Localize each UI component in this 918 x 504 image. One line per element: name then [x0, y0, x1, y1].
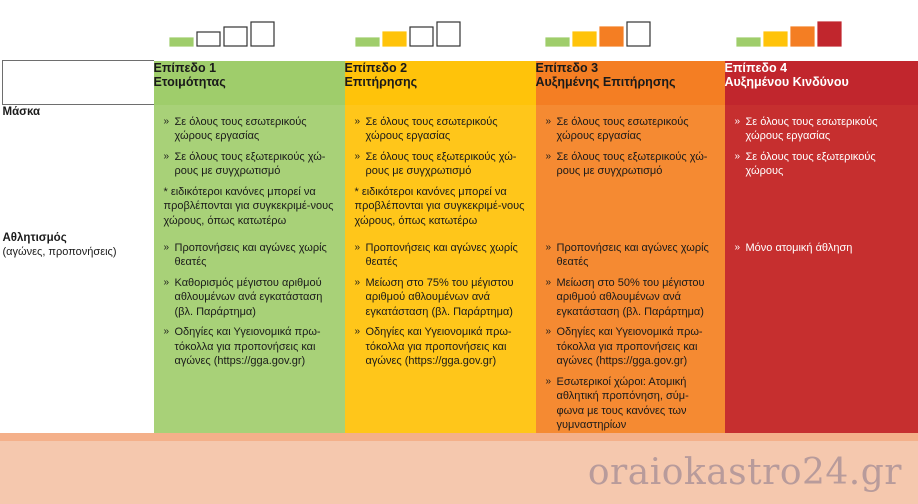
level-3-name: Αυξημένης Επιτήρησης	[535, 74, 676, 89]
list-item-text: Σε όλους τους εξωτερικούς χώρους	[745, 150, 876, 177]
bullet-icon: »	[734, 150, 741, 162]
list-item-text: Σε όλους τους εσωτερικούς χώρους εργασίας	[174, 115, 307, 142]
bullet-icon: »	[163, 150, 170, 162]
list-item	[355, 276, 526, 320]
level-bar	[737, 38, 760, 46]
list-item-text: Οδηγίες και Υγειονομικά πρω-τόκολλα για προπονήσεις και αγώνες (https://gga.gov.gr)	[174, 326, 321, 367]
bullet-icon: »	[354, 115, 361, 127]
bullet-icon: »	[354, 276, 361, 288]
list-item	[735, 115, 909, 144]
level-1-name: Ετοιμότητας	[153, 74, 226, 89]
level-1-bars-icon	[168, 20, 278, 48]
list-item-text: Μείωση στο 50% του μέγιστου αριθμού αθλουμένων ανά εγκατάσταση (βλ. Παράρτημα)	[556, 276, 705, 318]
level-4-name: Αυξημένου Κινδύνου	[724, 74, 849, 89]
list-item-text: Οδηγίες και Υγειονομικά πρω-τόκολλα για προπονήσεις και αγώνες (https://gga.gov.gr)	[365, 326, 512, 367]
level-bar	[197, 32, 220, 46]
level-bar	[764, 32, 787, 46]
sport-sublabel-text: (αγώνες, προπονήσεις)	[2, 245, 117, 258]
list-item-text: Σε όλους τους εσωτερικούς χώρους εργασίας	[745, 115, 878, 142]
level-bar	[170, 38, 193, 46]
mask-row-label	[3, 105, 154, 231]
list-item	[546, 150, 715, 179]
level-2-bars-icon	[354, 20, 464, 48]
list-item-text: Μόνο ατομική άθληση	[745, 241, 853, 254]
level-2-sport-cell	[345, 231, 536, 369]
bullet-icon: »	[545, 115, 552, 127]
header-corner	[3, 61, 154, 105]
bullet-icon: »	[545, 276, 552, 288]
bullet-icon: »	[545, 326, 552, 337]
list-item-text: Καθορισμός μέγιστου αριθμού αθλουμένων ανά εγκατάσταση (βλ. Παράρτημα)	[174, 276, 323, 318]
level-4-header	[725, 61, 918, 105]
level-1-sport-cell	[154, 231, 345, 369]
bullet-icon: »	[163, 326, 170, 337]
bullet-icon: »	[163, 241, 170, 253]
list-item	[164, 276, 335, 320]
level-2-mask-cell	[345, 105, 536, 229]
level-bar	[600, 27, 623, 46]
level-2-header	[345, 61, 536, 105]
level-3-bars-icon	[544, 20, 654, 48]
list-item	[546, 276, 715, 320]
bullet-icon: »	[734, 115, 741, 127]
level-bar	[627, 22, 650, 46]
bullet-icon: »	[734, 241, 741, 253]
list-item-text: Σε όλους τους εσωτερικούς χώρους εργασίας	[365, 115, 498, 142]
bullet-icon: »	[545, 375, 552, 387]
list-item	[546, 375, 715, 433]
level-bar	[224, 27, 247, 46]
list-item-text: Προπονήσεις και αγώνες χωρίς θεατές	[365, 241, 518, 268]
level-bar	[546, 38, 569, 46]
measures-table	[2, 60, 918, 439]
level-2-name: Επιτήρησης	[344, 74, 418, 89]
sport-row-label	[3, 231, 154, 439]
level-1-header	[154, 61, 345, 105]
level-2-number: Επίπεδο 2	[344, 60, 408, 75]
level-bar	[818, 22, 841, 46]
level-bar	[573, 32, 596, 46]
level-3-number: Επίπεδο 3	[535, 60, 599, 75]
footer-strip	[0, 433, 918, 441]
sport-row	[3, 231, 918, 439]
mask-label-text: Μάσκα	[2, 106, 41, 118]
level-indicator-icons	[0, 0, 918, 60]
list-item-text: Σε όλους τους εξωτερικούς χώ-ρους με συγχρωτισμό	[174, 150, 326, 177]
list-item-text: Εσωτερικοί χώροι: Ατομική αθλητική προπόνηση, σύμ-φωνα με τους κανόνες των γυμναστηρίων	[556, 375, 689, 431]
level-bar	[251, 22, 274, 46]
list-item	[735, 150, 909, 179]
level-bar	[437, 22, 460, 46]
bullet-icon: »	[354, 241, 361, 253]
list-item-text: Οδηγίες και Υγειονομικά πρω-τόκολλα για προπονήσεις και αγώνες (https://gga.gov.gr)	[556, 326, 703, 367]
mask-footnote: * ειδικότεροι κανόνες μπορεί να προβλέπονται για συγκεκριμέ-νους χώρους, όπως κατωτέρω	[354, 185, 525, 227]
list-item-text: Μείωση στο 75% του μέγιστου αριθμού αθλουμένων ανά εγκατάσταση (βλ. Παράρτημα)	[365, 276, 514, 318]
level-4-bars-icon	[735, 20, 845, 48]
level-bar	[791, 27, 814, 46]
level-bar	[383, 32, 406, 46]
list-item	[164, 150, 335, 179]
bullet-icon: »	[354, 150, 361, 162]
list-item	[355, 150, 526, 179]
list-item	[164, 241, 335, 270]
mask-row	[3, 105, 918, 231]
list-item	[355, 115, 526, 144]
mask-footnote: * ειδικότεροι κανόνες μπορεί να προβλέπονται για συγκεκριμέ-νους χώρους, όπως κατωτέρω	[163, 185, 334, 227]
bullet-icon: »	[545, 241, 552, 253]
list-item	[735, 241, 909, 256]
watermark: oraiokastro24.gr	[587, 452, 902, 493]
bullet-icon: »	[354, 326, 361, 337]
level-bar	[410, 27, 433, 46]
level-4-mask-cell	[725, 105, 918, 179]
bullet-icon: »	[545, 150, 552, 162]
list-item-text: Προπονήσεις και αγώνες χωρίς θεατές	[556, 241, 709, 268]
level-1-number: Επίπεδο 1	[153, 60, 217, 75]
list-item-text: Σε όλους τους εξωτερικούς χώ-ρους με συγχρωτισμό	[556, 150, 708, 177]
level-3-mask-cell	[536, 105, 725, 179]
list-item	[546, 325, 715, 369]
list-item-text: Προπονήσεις και αγώνες χωρίς θεατές	[174, 241, 327, 268]
list-item	[164, 115, 335, 144]
bullet-icon: »	[163, 276, 170, 288]
list-item-text: Σε όλους τους εξωτερικούς χώ-ρους με συγχρωτισμό	[365, 150, 517, 177]
header-row	[3, 61, 918, 105]
level-3-header	[536, 61, 725, 105]
level-3-sport-cell	[536, 231, 725, 433]
level-1-mask-cell	[154, 105, 345, 229]
level-4-number: Επίπεδο 4	[724, 60, 788, 75]
level-bar	[356, 38, 379, 46]
level-4-sport-cell	[725, 231, 918, 256]
list-item	[355, 325, 526, 369]
list-item	[546, 241, 715, 270]
list-item	[164, 325, 335, 369]
list-item	[546, 115, 715, 144]
list-item	[355, 241, 526, 270]
list-item-text: Σε όλους τους εσωτερικούς χώρους εργασίας	[556, 115, 689, 142]
sport-label-text: Αθλητισμός	[2, 231, 67, 244]
bullet-icon: »	[163, 115, 170, 127]
